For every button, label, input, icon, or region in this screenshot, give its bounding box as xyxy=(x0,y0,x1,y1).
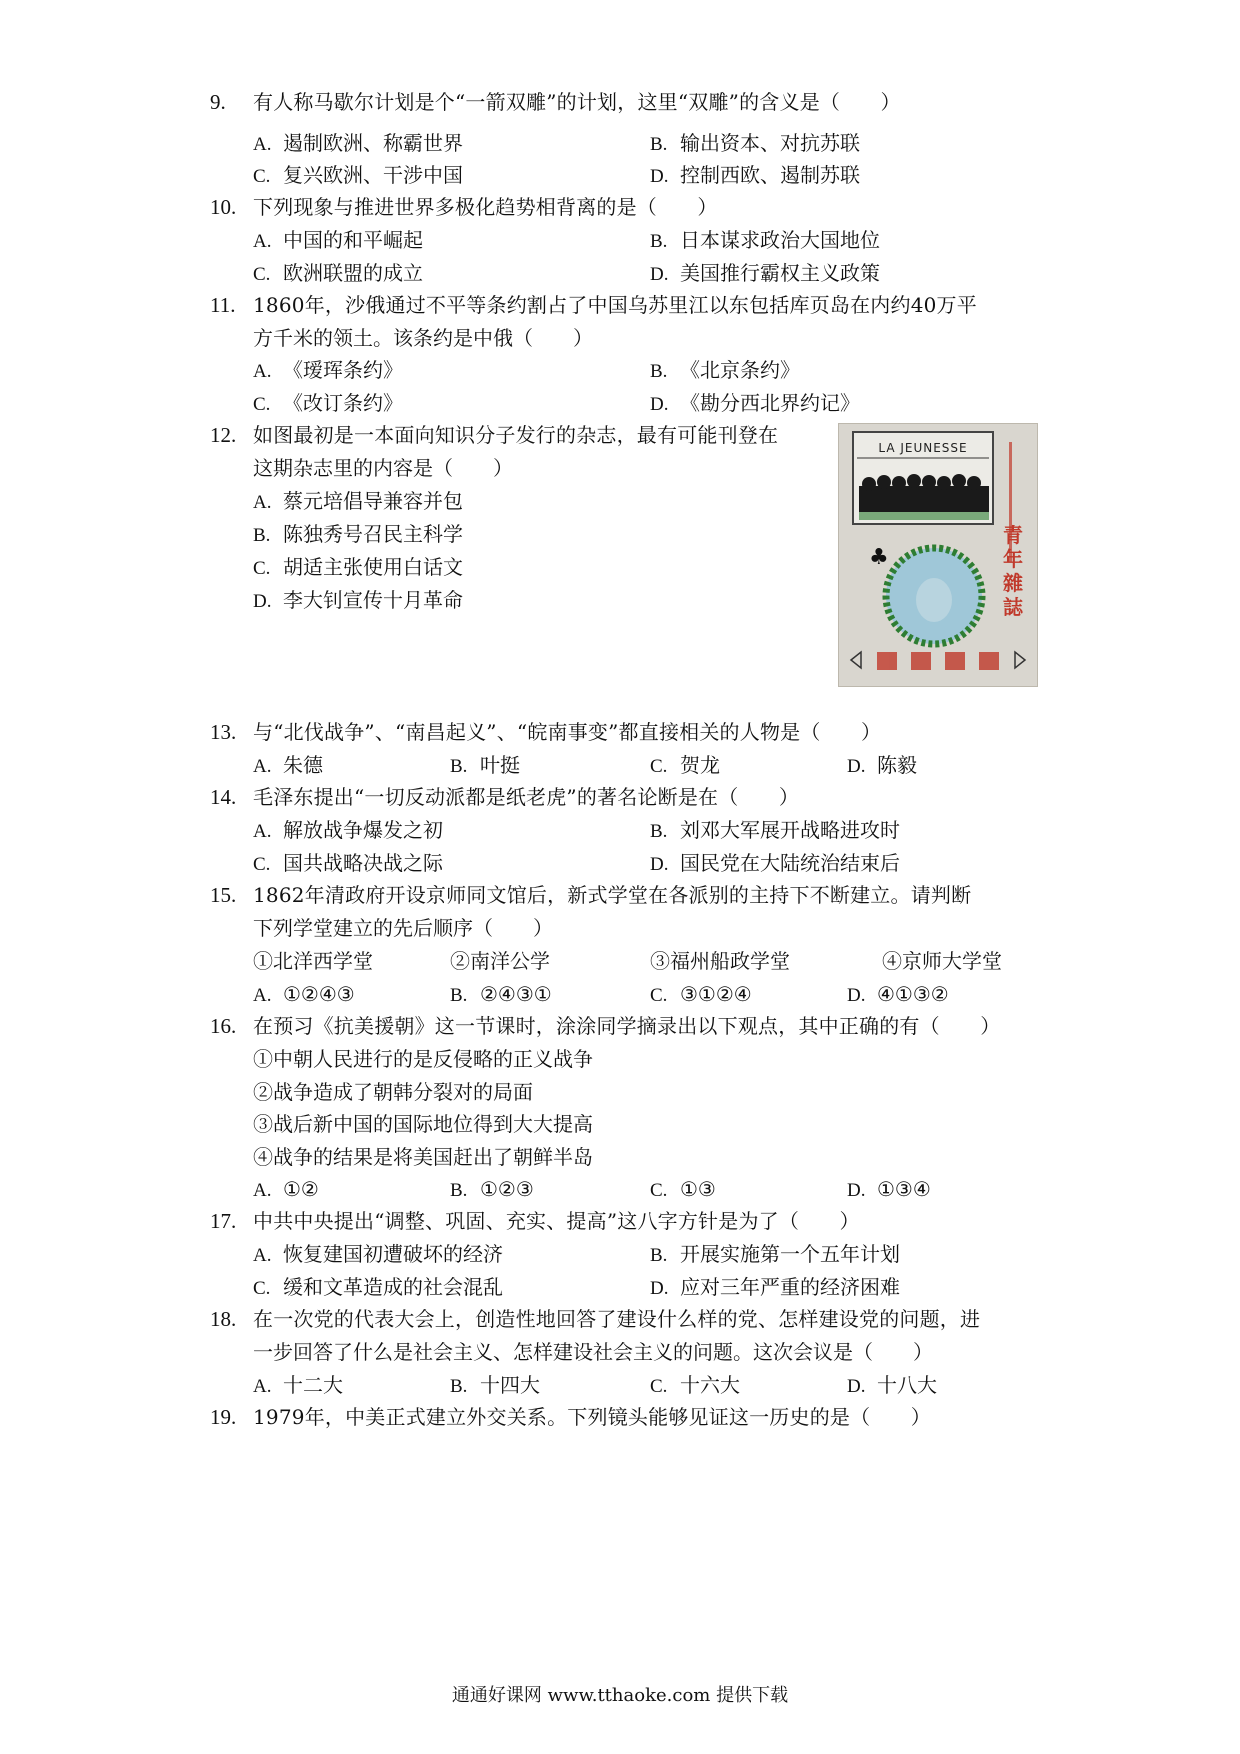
option: C. ③①②④ xyxy=(650,982,752,1006)
question-text: 1860年，沙俄通过不平等条约割占了中国乌苏里江以东包括库页岛在内约40万平 xyxy=(253,293,977,317)
option: A. 解放战争爆发之初 xyxy=(253,818,443,842)
option: B. 十四大 xyxy=(450,1373,540,1397)
magazine-title-char: 雜 xyxy=(1003,571,1023,595)
option: A. 《瑷珲条约》 xyxy=(253,358,403,382)
statement-item: ④京师大学堂 xyxy=(882,949,1002,973)
option: C. 欧洲联盟的成立 xyxy=(253,261,423,285)
option: D. 控制西欧、遏制苏联 xyxy=(650,163,860,187)
question-text: 在一次党的代表大会上，创造性地回答了建设什么样的党、怎样建设党的问题，进 xyxy=(253,1307,981,1331)
option: B. 《北京条约》 xyxy=(650,358,800,382)
question-text: 有人称马歇尔计划是个“一箭双雕”的计划，这里“双雕”的含义是（ ） xyxy=(253,90,901,114)
option: C. ①③ xyxy=(650,1177,716,1201)
option: B. 陈独秀号召民主科学 xyxy=(253,522,463,546)
magazine-cover-image xyxy=(838,423,1038,687)
question-number: 14. xyxy=(210,785,237,809)
option: A. 恢复建国初遭破坏的经济 xyxy=(253,1242,503,1266)
question-number: 17. xyxy=(210,1209,237,1233)
question-text: 如图最初是一本面向知识分子发行的杂志，最有可能刊登在 xyxy=(253,423,779,447)
option: A. 中国的和平崛起 xyxy=(253,228,423,252)
option: D. 十八大 xyxy=(847,1373,937,1397)
option: C. 缓和文革造成的社会混乱 xyxy=(253,1275,503,1299)
footer-watermark: 通通好课网 www.tthaoke.com 提供下载 xyxy=(451,1685,789,1706)
question-text: 中共中央提出“调整、巩固、充实、提高”这八字方针是为了（ ） xyxy=(253,1209,860,1233)
option: D. 应对三年严重的经济困难 xyxy=(650,1275,900,1299)
magazine-title-char: 年 xyxy=(1003,547,1023,571)
option: D. ④①③② xyxy=(847,982,949,1006)
option: C. 复兴欧洲、干涉中国 xyxy=(253,163,463,187)
question-text-continued: 下列学堂建立的先后顺序（ ） xyxy=(253,916,553,940)
option: B. 开展实施第一个五年计划 xyxy=(650,1242,900,1266)
option: A. 蔡元培倡导兼容并包 xyxy=(253,489,463,513)
option: C. 十六大 xyxy=(650,1373,740,1397)
option: A. ①② xyxy=(253,1177,319,1201)
question-text: 在预习《抗美援朝》这一节课时，涂涂同学摘录出以下观点，其中正确的有（ ） xyxy=(253,1014,1001,1038)
question-text-continued: 方千米的领土。该条约是中俄（ ） xyxy=(253,326,593,350)
question-number: 10. xyxy=(210,195,237,219)
statement-item: ③战后新中国的国际地位得到大大提高 xyxy=(253,1112,593,1136)
question-text: 与“北伐战争”、“南昌起义”、“皖南事变”都直接相关的人物是（ ） xyxy=(253,720,882,744)
question-number: 16. xyxy=(210,1014,237,1038)
question-number: 13. xyxy=(210,720,237,744)
option: C. 《改订条约》 xyxy=(253,391,403,415)
option: D. 李大钊宣传十月革命 xyxy=(253,588,463,612)
option: A. ①②④③ xyxy=(253,982,355,1006)
question-number: 18. xyxy=(210,1307,237,1331)
question-text: 1862年清政府开设京师同文馆后，新式学堂在各派别的主持下不断建立。请判断 xyxy=(253,883,972,907)
option: D. 国民党在大陆统治结束后 xyxy=(650,851,900,875)
statement-item: ②战争造成了朝韩分裂对的局面 xyxy=(253,1080,533,1104)
question-number: 15. xyxy=(210,883,237,907)
option: B. 日本谋求政治大国地位 xyxy=(650,228,880,252)
statement-item: ②南洋公学 xyxy=(450,949,550,973)
option: A. 十二大 xyxy=(253,1373,343,1397)
statement-item: ④战争的结果是将美国赶出了朝鲜半岛 xyxy=(253,1145,593,1169)
option: D. 美国推行霸权主义政策 xyxy=(650,261,880,285)
magazine-latin-title: LA JEUNESSE xyxy=(878,441,968,455)
option: C. 贺龙 xyxy=(650,753,720,777)
option: B. 叶挺 xyxy=(450,753,520,777)
statement-item: ①北洋西学堂 xyxy=(253,949,373,973)
option: B. 输出资本、对抗苏联 xyxy=(650,131,860,155)
option: C. 胡适主张使用白话文 xyxy=(253,555,463,579)
option: A. 遏制欧洲、称霸世界 xyxy=(253,131,463,155)
question-number: 19. xyxy=(210,1405,237,1429)
question-number: 11. xyxy=(210,293,236,317)
statement-item: ①中朝人民进行的是反侵略的正义战争 xyxy=(253,1047,593,1071)
option: D. 《勘分西北界约记》 xyxy=(650,391,860,415)
option: B. 刘邓大军展开战略进攻时 xyxy=(650,818,900,842)
option: D. 陈毅 xyxy=(847,753,917,777)
option: B. ②④③① xyxy=(450,982,552,1006)
svg-text:♣: ♣ xyxy=(869,545,889,570)
question-number: 12. xyxy=(210,423,237,447)
question-text: 毛泽东提出“一切反动派都是纸老虎”的著名论断是在（ ） xyxy=(253,785,800,809)
question-text: 1979年，中美正式建立外交关系。下列镜头能够见证这一历史的是（ ） xyxy=(253,1405,931,1429)
option: B. ①②③ xyxy=(450,1177,534,1201)
magazine-title-char: 誌 xyxy=(1003,595,1023,619)
question-text-continued: 这期杂志里的内容是（ ） xyxy=(253,456,513,480)
option: A. 朱德 xyxy=(253,753,323,777)
question-text: 下列现象与推进世界多极化趋势相背离的是（ ） xyxy=(253,195,718,219)
question-text-continued: 一步回答了什么是社会主义、怎样建设社会主义的问题。这次会议是（ ） xyxy=(253,1340,933,1364)
option: C. 国共战略决战之际 xyxy=(253,851,443,875)
question-number: 9. xyxy=(210,90,226,114)
magazine-title-char: 青 xyxy=(1003,523,1023,547)
option: D. ①③④ xyxy=(847,1177,931,1201)
statement-item: ③福州船政学堂 xyxy=(650,949,790,973)
